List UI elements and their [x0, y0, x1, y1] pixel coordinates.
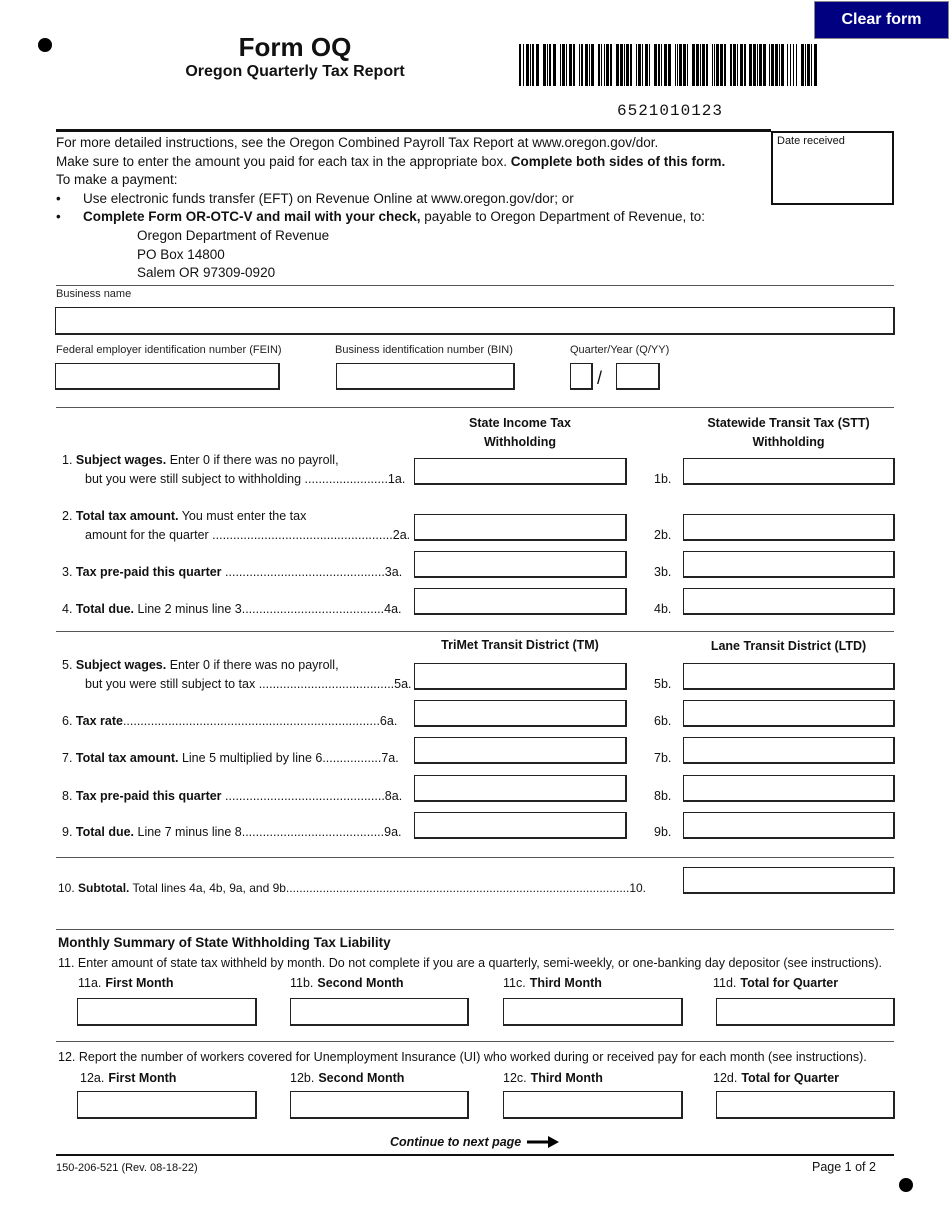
line-8b-ref: 8b.: [654, 789, 672, 803]
fein-input[interactable]: [56, 364, 278, 388]
line-12a-label: [80, 1071, 176, 1085]
line-number: 8.: [62, 789, 73, 803]
line-ref: 11c.: [503, 976, 526, 990]
line-description: Enter 0 if there was no payroll,: [166, 453, 339, 467]
continue-text: Continue to next page: [390, 1135, 522, 1149]
line-title: Tax pre-paid this quarter: [75, 565, 222, 579]
line-title: Subtotal.: [78, 881, 130, 895]
payment-option: [56, 208, 725, 227]
line-ref: 12c.: [503, 1071, 527, 1085]
line-3-label: [62, 563, 402, 582]
business-name-input[interactable]: [56, 308, 893, 333]
line-2-label: [62, 507, 410, 545]
instruction-emphasis: Complete Form OR-OTC-V and mail with your check,: [83, 209, 421, 225]
line-description: Total lines 4a, 4b, 9a, and 9b.......................................................................................................10.: [129, 881, 647, 895]
line-11b-label: [290, 976, 404, 990]
divider: [56, 129, 771, 132]
divider: [56, 1041, 894, 1042]
instruction-emphasis: Complete both sides of this form.: [510, 153, 726, 169]
column-header-stt: [683, 414, 894, 452]
arrow-right-icon: [527, 1136, 559, 1148]
line-8b-input[interactable]: [684, 776, 893, 800]
line-title: Total tax amount.: [75, 509, 179, 523]
line-ref: 11a.: [78, 976, 102, 990]
line-2b-input[interactable]: [684, 515, 893, 539]
line-2b-field[interactable]: [683, 514, 895, 541]
line-6b-field[interactable]: [683, 700, 895, 727]
quarter-year-label: Quarter/Year (Q/YY): [570, 344, 670, 356]
fein-label: Federal employer identification number (FEIN): [56, 344, 282, 356]
divider: [56, 857, 894, 858]
column-header-line: Withholding: [752, 435, 825, 449]
line-number: 3.: [62, 565, 73, 579]
instruction-line: For more detailed instructions, see the Oregon Combined Payroll Tax Report at www.oregon.gov/dor.: [56, 135, 659, 150]
line-11a-label: [78, 976, 173, 990]
line-ref: 12a.: [80, 1071, 105, 1085]
line-ref: 11d.: [713, 976, 737, 990]
registration-mark-bottom: [899, 1178, 913, 1192]
line-title: Total for Quarter: [740, 976, 839, 990]
line-12a-input[interactable]: [78, 1092, 255, 1117]
instructions-block: [56, 134, 725, 283]
line-number: 10.: [58, 881, 75, 895]
line-2a-input[interactable]: [415, 515, 625, 539]
line-description: Line 7 minus line 8.........................................9a.: [134, 825, 402, 839]
line-7b-ref: 7b.: [654, 751, 672, 765]
quarter-field[interactable]: [570, 363, 593, 390]
line-9a-input[interactable]: [415, 813, 625, 837]
line-12c-label: [503, 1071, 603, 1085]
line-title: Second Month: [317, 976, 404, 990]
monthly-summary-heading: Monthly Summary of State Withholding Tax Liability: [58, 935, 391, 950]
line-description: Enter 0 if there was no payroll,: [166, 658, 339, 672]
date-received-box: [771, 131, 894, 205]
line-9b-input[interactable]: [684, 813, 893, 837]
barcode-icon: [519, 44, 817, 86]
line-12-instruction: 12. Report the number of workers covered for Unemployment Insurance (UI) who worked during or received pay for each month (see instructions).: [58, 1050, 867, 1064]
column-header-state-income-tax: [414, 414, 626, 452]
line-title: Total for Quarter: [741, 1071, 840, 1085]
line-5a-field[interactable]: [414, 663, 627, 690]
registration-mark-top: [38, 38, 52, 52]
line-9a-field[interactable]: [414, 812, 627, 839]
line-5b-ref: 5b.: [654, 677, 672, 691]
column-header-line: State Income Tax: [469, 416, 571, 430]
line-title: Subject wages.: [75, 658, 167, 672]
line-title: First Month: [105, 976, 174, 990]
line-11c-field[interactable]: [503, 998, 683, 1026]
column-header-trimet: TriMet Transit District (TM): [441, 638, 599, 652]
line-2b-ref: 2b.: [654, 528, 672, 542]
line-title: Second Month: [318, 1071, 405, 1085]
business-name-field[interactable]: [55, 307, 895, 335]
line-10-field[interactable]: [683, 867, 895, 894]
page-number: Page 1 of 2: [812, 1160, 876, 1174]
line-11b-field[interactable]: [290, 998, 469, 1026]
line-ref: 12d.: [713, 1071, 738, 1085]
line-5b-input[interactable]: [684, 664, 893, 688]
line-11d-label: [713, 976, 838, 990]
year-input[interactable]: [617, 364, 658, 388]
line-2a-field[interactable]: [414, 514, 627, 541]
line-ref: 12b.: [290, 1071, 315, 1085]
continue-note: [390, 1135, 559, 1149]
line-4b-ref: 4b.: [654, 602, 672, 616]
divider: [56, 285, 894, 286]
payment-option: • Use electronic funds transfer (EFT) on Revenue Online at www.oregon.gov/dor; or: [56, 190, 725, 209]
year-field[interactable]: [616, 363, 660, 390]
line-description: but you were still subject to withholding ........................1a.: [85, 472, 406, 486]
line-title: Subject wages.: [75, 453, 167, 467]
line-number: 6.: [62, 714, 73, 728]
line-11b-input[interactable]: [291, 999, 467, 1024]
line-6a-field[interactable]: [414, 700, 627, 727]
line-12a-field[interactable]: [77, 1091, 257, 1119]
line-number: 5.: [62, 658, 73, 672]
line-3a-field[interactable]: [414, 551, 627, 578]
line-10-label: [58, 879, 646, 898]
line-description: Line 2 minus line 3.........................................4a.: [134, 602, 402, 616]
line-number: 7.: [62, 751, 73, 765]
divider: [56, 631, 894, 632]
line-7-label: [62, 749, 399, 768]
line-number: 4.: [62, 602, 73, 616]
line-ref: 11b.: [290, 976, 314, 990]
mailing-address-line: PO Box 14800: [137, 246, 225, 262]
date-received-label: Date received: [777, 135, 845, 147]
line-4a-field[interactable]: [414, 588, 627, 615]
barcode-number: 6521010123: [616, 102, 723, 120]
line-title: Third Month: [529, 976, 602, 990]
line-title: Tax rate: [75, 714, 123, 728]
line-12b-label: [290, 1071, 404, 1085]
line-8-label: [62, 787, 402, 806]
bin-input[interactable]: [337, 364, 513, 388]
line-11a-field[interactable]: [77, 998, 257, 1026]
line-6a-input[interactable]: [415, 701, 625, 725]
line-11-instruction: 11. Enter amount of state tax withheld by month. Do not complete if you are a quarterly, semi-weekly, or one-banking day depositor (see instructions).: [58, 956, 883, 970]
divider: [56, 929, 894, 930]
line-5-label: [62, 656, 412, 694]
line-3b-field[interactable]: [683, 551, 895, 578]
fein-field[interactable]: [55, 363, 280, 390]
clear-form-button[interactable]: Clear form: [814, 1, 949, 39]
instruction-text: payable to Oregon Department of Revenue, to:: [420, 209, 705, 225]
line-title: Tax pre-paid this quarter: [75, 789, 222, 803]
line-3a-input[interactable]: [415, 552, 625, 576]
instruction-line: [56, 153, 725, 172]
line-11d-input[interactable]: [717, 999, 893, 1024]
quarter-year-separator: /: [597, 368, 603, 388]
line-number: 2.: [62, 509, 73, 523]
form-title: Form OQ: [238, 32, 352, 62]
line-11a-input[interactable]: [78, 999, 255, 1024]
column-header-line: Withholding: [483, 435, 557, 449]
instruction-line: To make a payment:: [56, 172, 178, 188]
line-5b-field[interactable]: [683, 663, 895, 690]
line-9-label: [62, 823, 402, 842]
line-description: amount for the quarter ....................................................2a.: [85, 528, 411, 542]
line-4-label: [62, 600, 402, 619]
line-title: Total due.: [75, 602, 135, 616]
divider: [56, 407, 894, 408]
line-10-input[interactable]: [684, 868, 893, 892]
line-7b-input[interactable]: [684, 738, 893, 762]
line-12d-label: [713, 1071, 839, 1085]
line-7b-field[interactable]: [683, 737, 895, 764]
line-description: ..............................................8a.: [221, 789, 403, 803]
line-12c-field[interactable]: [503, 1091, 683, 1119]
line-12d-field[interactable]: [716, 1091, 895, 1119]
mailing-address-line: Oregon Department of Revenue: [137, 227, 330, 243]
line-6-label: [62, 712, 397, 731]
line-12b-input[interactable]: [291, 1092, 467, 1117]
divider: [56, 1154, 894, 1156]
line-description: but you were still subject to tax .......................................5a.: [85, 677, 412, 691]
line-3b-ref: 3b.: [654, 565, 672, 579]
line-1b-input[interactable]: [684, 459, 893, 483]
column-header-line: Statewide Transit Tax (STT): [707, 416, 870, 430]
line-11c-label: [503, 976, 602, 990]
line-7a-field[interactable]: [414, 737, 627, 764]
line-1-label: [62, 451, 405, 489]
line-description: You must enter the tax: [178, 509, 307, 523]
line-6b-ref: 6b.: [654, 714, 672, 728]
form-revision-id: 150-206-521 (Rev. 08-18-22): [56, 1162, 198, 1174]
line-title: Total tax amount.: [75, 751, 179, 765]
line-description: ..........................................................................6a.: [122, 714, 398, 728]
line-9b-field[interactable]: [683, 812, 895, 839]
line-12d-input[interactable]: [717, 1092, 893, 1117]
quarter-input[interactable]: [571, 364, 591, 388]
line-8b-field[interactable]: [683, 775, 895, 802]
line-description: Line 5 multiplied by line 6.................7a.: [178, 751, 399, 765]
mailing-address-line: Salem OR 97309-0920: [137, 265, 276, 281]
line-title: First Month: [108, 1071, 177, 1085]
line-1b-ref: 1b.: [654, 472, 672, 486]
bin-field[interactable]: [336, 363, 515, 390]
line-4b-input[interactable]: [684, 589, 893, 613]
line-1b-field[interactable]: [683, 458, 895, 485]
line-9b-ref: 9b.: [654, 825, 672, 839]
line-12c-input[interactable]: [504, 1092, 681, 1117]
line-4a-input[interactable]: [415, 589, 625, 613]
line-5a-input[interactable]: [415, 664, 625, 688]
line-8a-input[interactable]: [415, 776, 625, 800]
line-11d-field[interactable]: [716, 998, 895, 1026]
line-title: Third Month: [530, 1071, 603, 1085]
line-number: 9.: [62, 825, 73, 839]
line-description: ..............................................3a.: [221, 565, 403, 579]
line-3b-input[interactable]: [684, 552, 893, 576]
line-12b-field[interactable]: [290, 1091, 469, 1119]
line-6b-input[interactable]: [684, 701, 893, 725]
line-7a-input[interactable]: [415, 738, 625, 762]
business-name-label: Business name: [56, 288, 132, 300]
line-1a-field[interactable]: [414, 458, 627, 485]
line-11c-input[interactable]: [504, 999, 681, 1024]
instruction-text: Make sure to enter the amount you paid for each tax in the appropriate box.: [56, 153, 511, 169]
line-8a-field[interactable]: [414, 775, 627, 802]
bin-label: Business identification number (BIN): [335, 344, 513, 356]
line-4b-field[interactable]: [683, 588, 895, 615]
column-header-ltd: Lane Transit District (LTD): [710, 639, 867, 653]
line-1a-input[interactable]: [415, 459, 625, 483]
form-subtitle: Oregon Quarterly Tax Report: [185, 63, 405, 80]
line-title: Total due.: [75, 825, 135, 839]
line-number: 1.: [62, 453, 73, 467]
